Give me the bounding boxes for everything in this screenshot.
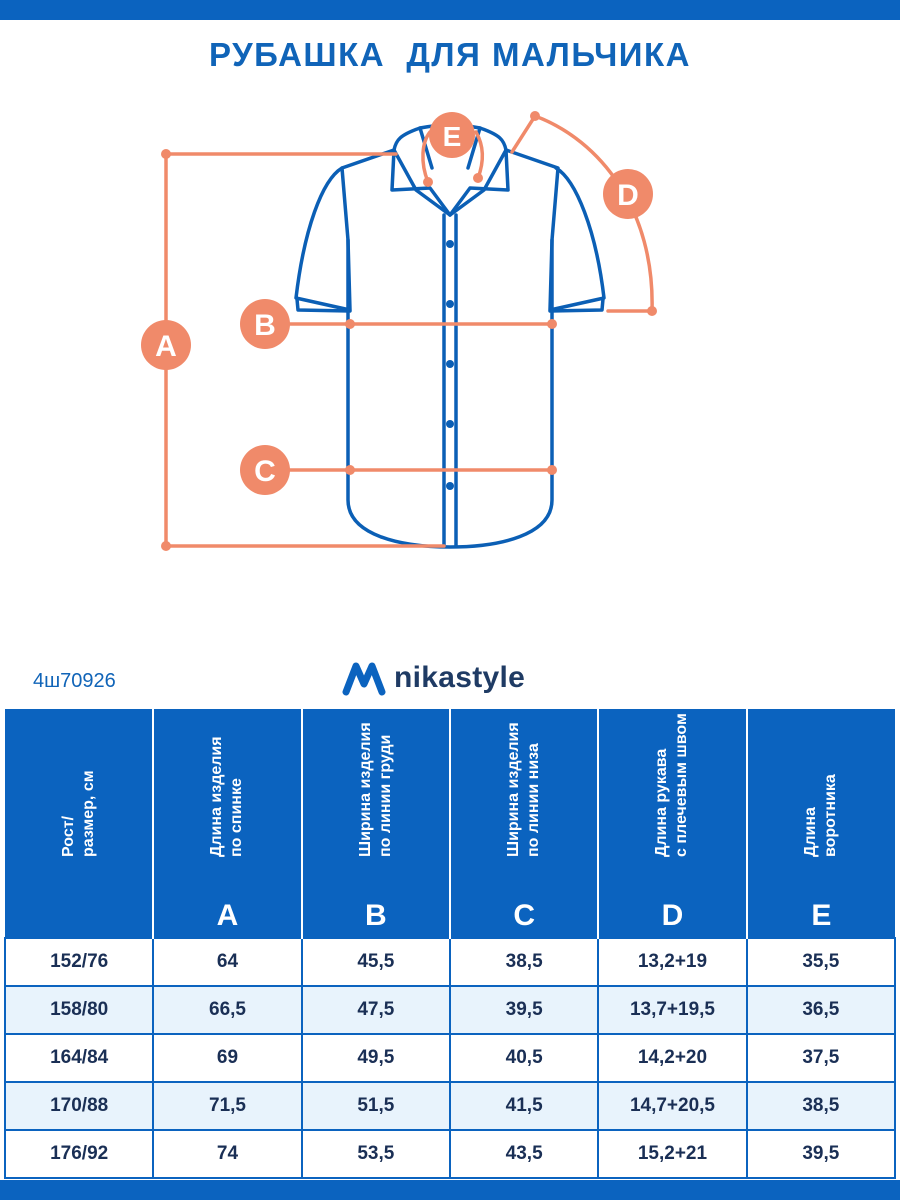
cell-size: 170/88: [5, 1082, 153, 1130]
nikastyle-logo-icon: [342, 660, 386, 696]
table-row: [5, 1034, 895, 1082]
col-b-letter: B: [364, 899, 387, 932]
label-c-text: C: [254, 455, 276, 488]
cell-d: 15,2+21: [598, 1130, 746, 1178]
article-code: 4ш70926: [33, 670, 116, 692]
cell-b: 47,5: [302, 986, 450, 1034]
col-b-label: Ширина изделия по линии груди: [356, 722, 394, 857]
col-a-label: Длина изделия по спинке: [208, 736, 246, 857]
cell-a: 74: [153, 1130, 301, 1178]
col-b: [302, 709, 450, 938]
cell-size: 164/84: [5, 1034, 153, 1082]
col-e: [747, 709, 895, 938]
label-c: [240, 445, 290, 495]
col-c-label: Ширина изделия по линии низа: [505, 722, 543, 857]
col-e-letter: E: [811, 899, 832, 932]
label-d-text: D: [617, 179, 639, 212]
cell-c: 38,5: [450, 938, 598, 986]
cell-b: 53,5: [302, 1130, 450, 1178]
col-c: [450, 709, 598, 938]
page-title: РУБАШКА ДЛЯ МАЛЬЧИКА: [209, 36, 691, 73]
col-size-label: Рост/ размер, см: [59, 770, 97, 857]
brand-name: nikastyle: [394, 661, 526, 694]
col-e-label: Длина воротника: [802, 774, 840, 857]
label-b-text: B: [254, 309, 276, 342]
col-d-label: Длина рукава с плечевым швом: [653, 713, 691, 857]
col-a: [153, 709, 301, 938]
size-table: [4, 709, 896, 1179]
cell-d: 14,7+20,5: [598, 1082, 746, 1130]
cell-d: 13,7+19,5: [598, 986, 746, 1034]
table-row: [5, 986, 895, 1034]
label-e-text: E: [442, 121, 462, 152]
cell-e: 36,5: [747, 986, 895, 1034]
cell-e: 38,5: [747, 1082, 895, 1130]
cell-size: 152/76: [5, 938, 153, 986]
table-row: [5, 1130, 895, 1178]
cell-e: 39,5: [747, 1130, 895, 1178]
cell-c: 39,5: [450, 986, 598, 1034]
cell-e: 37,5: [747, 1034, 895, 1082]
col-size: [5, 709, 153, 938]
cell-b: 45,5: [302, 938, 450, 986]
bottom-bar: [0, 1180, 900, 1200]
table-header-row: [5, 709, 895, 938]
col-a-letter: A: [216, 899, 239, 932]
col-d-letter: D: [661, 899, 684, 932]
label-a: [141, 320, 191, 370]
cell-d: 13,2+19: [598, 938, 746, 986]
cell-a: 69: [153, 1034, 301, 1082]
cell-a: 71,5: [153, 1082, 301, 1130]
cell-d: 14,2+20: [598, 1034, 746, 1082]
cell-c: 40,5: [450, 1034, 598, 1082]
label-a-text: A: [155, 330, 177, 363]
table-row: [5, 1082, 895, 1130]
brand-logo: [342, 658, 525, 698]
cell-c: 43,5: [450, 1130, 598, 1178]
cell-e: 35,5: [747, 938, 895, 986]
cell-size: 158/80: [5, 986, 153, 1034]
cell-a: 64: [153, 938, 301, 986]
shirt-buttons: [446, 240, 454, 490]
cell-b: 51,5: [302, 1082, 450, 1130]
cell-size: 176/92: [5, 1130, 153, 1178]
label-d: [603, 169, 653, 219]
table-row: [5, 938, 895, 986]
cell-b: 49,5: [302, 1034, 450, 1082]
cell-a: 66,5: [153, 986, 301, 1034]
label-b: [240, 299, 290, 349]
cell-c: 41,5: [450, 1082, 598, 1130]
label-e: [429, 112, 475, 158]
col-d: [598, 709, 746, 938]
col-c-letter: C: [513, 899, 535, 932]
